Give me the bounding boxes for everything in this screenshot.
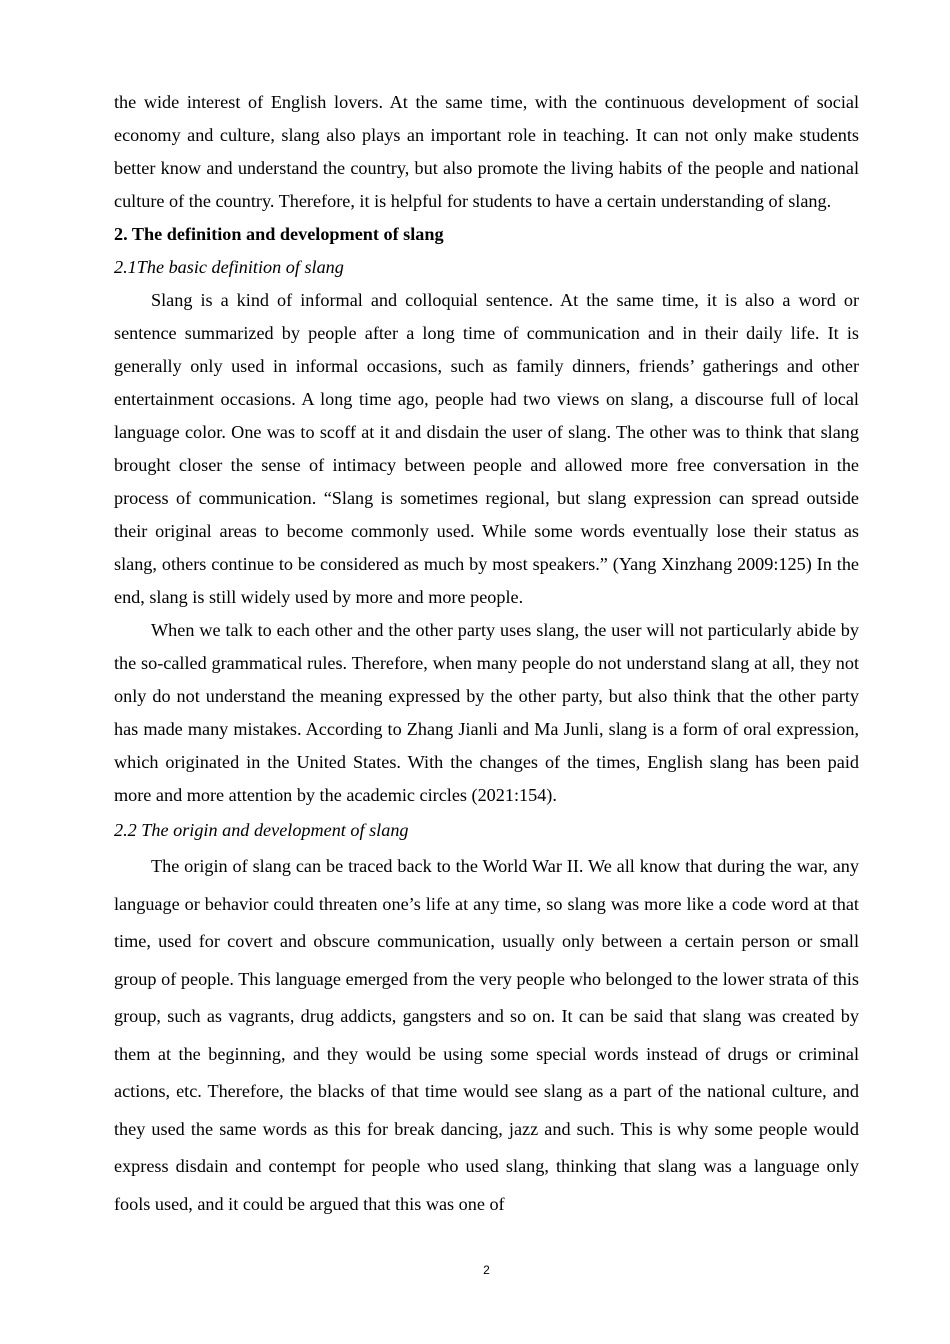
origin-paragraph-1: The origin of slang can be traced back to the World War II. We all know that during the war, any language or behavior could threaten one’s life at any time, so slang was more like a code word at that time, used for covert and obscure communication, usually only between a certain person or small group of people. This language emerged from the very people who belonged to the lower strata of this group, such as vagrants, drug addicts, gangsters and so on. It can be said that slang was created by them at the beginning, and they would be using some special words instead of drugs or criminal actions, etc. Therefore, the blacks of that time would see slang as a part of the national culture, and they used the same words as this for break dancing, jazz and such. This is why some people would express disdain and contempt for people who used slang, thinking that slang was a language only fools used, and it could be argued that this was one of <box>114 856 859 1214</box>
subsection-heading-2-2: 2.2 The origin and development of slang <box>114 820 409 840</box>
intro-continuation-paragraph: the wide interest of English lovers. At the same time, with the continuous development of social economy and culture, slang also plays an important role in teaching. It can not only make students better know and understand the country, but also promote the living habits of the people and national culture of the country. Therefore, it is helpful for students to have a certain understanding of slang. <box>114 92 859 211</box>
section-heading-2: 2. The definition and development of slang <box>114 224 444 244</box>
page-number: 2 <box>483 1263 490 1277</box>
definition-paragraph-1: Slang is a kind of informal and colloquial sentence. At the same time, it is also a word or sentence summarized by people after a long time of communication and in their daily life. It is generally only used in informal occasions, such as family dinners, friends’ gatherings and other entertainment occasions. A long time ago, people had two views on slang, a discourse full of local language color. One was to scoff at it and disdain the user of slang. The other was to think that slang brought closer the sense of intimacy between people and allowed more free conversation in the process of communication. “Slang is sometimes regional, but slang expression can spread outside their original areas to become commonly used. While some words eventually lose their status as slang, others continue to be considered as much by most speakers.” (Yang Xinzhang 2009:125) In the end, slang is still widely used by more and more people. <box>114 290 859 607</box>
page-body <box>114 86 859 1223</box>
definition-paragraph-2: When we talk to each other and the other party uses slang, the user will not particularly abide by the so-called grammatical rules. Therefore, when many people do not understand slang at all, they not only do not understand the meaning expressed by the other party, but also think that the other party has made many mistakes. According to Zhang Jianli and Ma Junli, slang is a form of oral expression, which originated in the United States. With the changes of the times, English slang has been paid more and more attention by the academic circles (2021:154). <box>114 620 859 805</box>
subsection-heading-2-1: 2.1The basic definition of slang <box>114 257 344 277</box>
